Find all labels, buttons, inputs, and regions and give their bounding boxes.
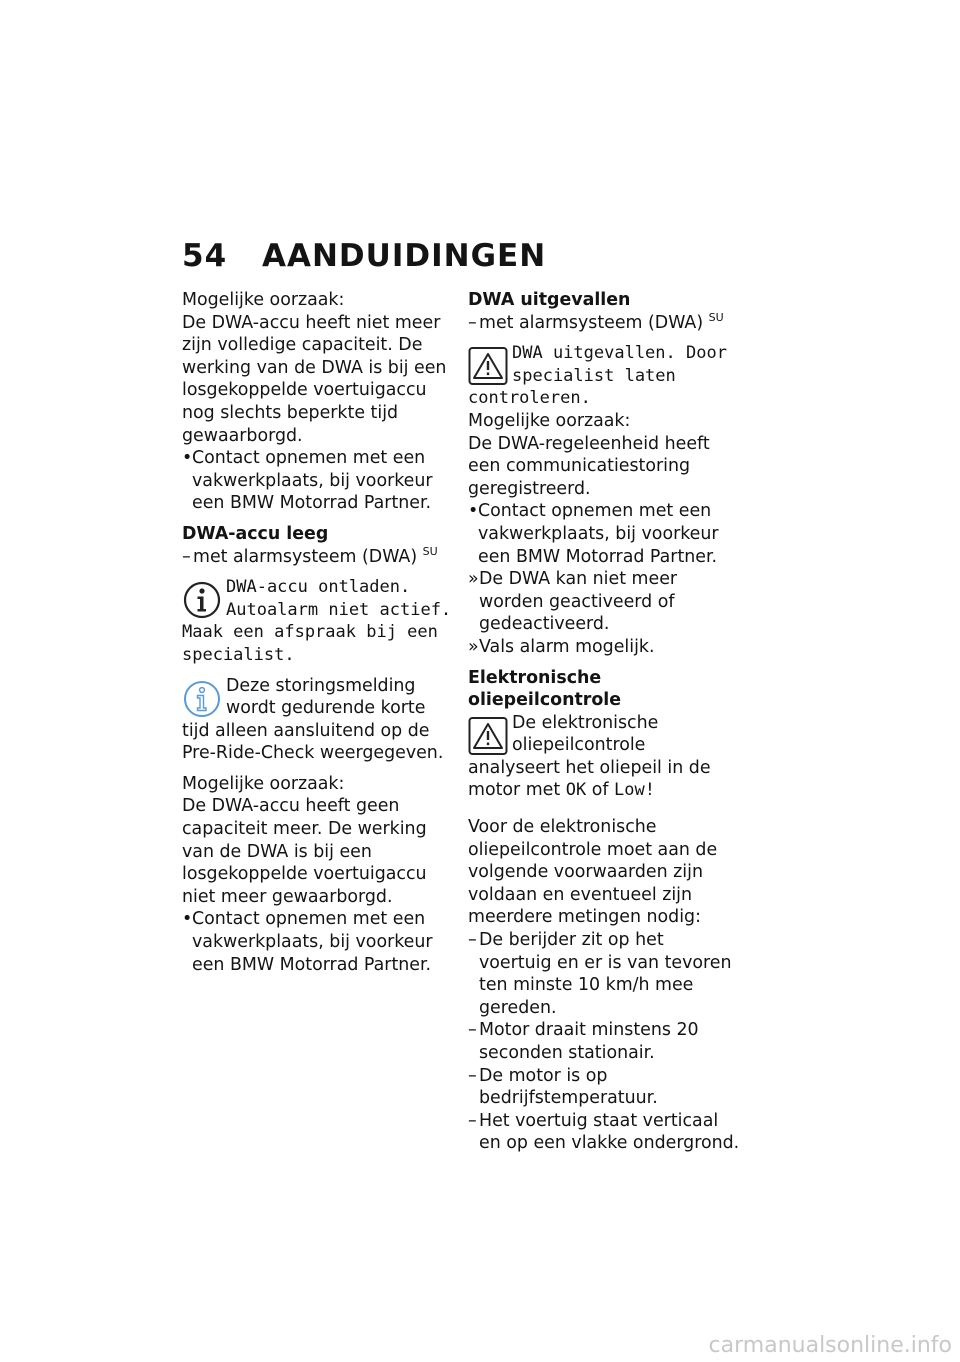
- condition-item: – De berijder zit op het voertuig en er is van tevoren ten minste 10 km/h mee gereden.: [468, 930, 732, 1018]
- dash-marker: –: [468, 1020, 477, 1041]
- heading-dwa-uitgevallen: DWA uitgevallen: [468, 290, 631, 310]
- bullet-item: • Contact opnemen met een vakwerkplaats, bij voorkeur een BMW Motorrad Partner.: [182, 909, 433, 975]
- heading-dwa-accu-leeg: DWA-accu leeg: [182, 523, 329, 544]
- conditions-intro: Voor de elektronische oliepeilcontrole moet aan de volgende voorwaarden zijn voldaan en eventueel zijn meerdere metingen nodig:: [468, 817, 718, 928]
- dash-marker: –: [468, 1065, 477, 1086]
- right-column: [468, 289, 740, 1155]
- bullet-item: • Contact opnemen met een vakwerkplaats, bij voorkeur een BMW Motorrad Partner.: [468, 501, 719, 567]
- dash-marker: –: [182, 546, 191, 567]
- cause-label: Mogelijke oorzaak:: [468, 410, 631, 431]
- display-text: DWA uitgevallen. Door specialist laten controleren.: [468, 343, 727, 409]
- heading-oliepeilcontrole: Elektronische oliepeilcontrole: [468, 667, 622, 711]
- display-text: DWA-accu ontladen. Autoalarm niet actief. Maak een afspraak bij een specialist.: [182, 577, 452, 665]
- condition-item: – met alarmsysteem (DWA) $^{SU}$: [182, 544, 438, 567]
- page-number: 54: [182, 238, 228, 274]
- display-message-block: [182, 576, 454, 666]
- cause-text: De DWA-accu heeft geen capaciteit meer. De werking van de DWA is bij een losgekoppelde voertuigaccu niet meer gewaarborgd.: [182, 796, 427, 907]
- note-text: Deze storingsmelding wordt gedurende korte tijd alleen aansluitend op de Pre-Ride-Check weergegeven.: [182, 675, 444, 764]
- superscript: SU: [708, 310, 724, 324]
- condition-item: – De motor is op bedrijfstemperatuur.: [468, 1065, 658, 1109]
- oil-text-block: [468, 712, 740, 802]
- oil-of: of: [591, 780, 609, 801]
- oil-text: De elektronische oliepeilcontrole analyseert het oliepeil in de motor met: [468, 712, 711, 801]
- superscript: SU: [422, 544, 438, 558]
- page-header: [182, 238, 546, 274]
- left-column: [182, 289, 454, 976]
- bullet-marker: •: [182, 909, 193, 930]
- section-title: AANDUIDINGEN: [262, 238, 547, 274]
- watermark: carmanualsonline.info: [708, 1333, 952, 1358]
- warning-icon: [468, 345, 508, 387]
- bullet-marker: •: [182, 448, 193, 469]
- oil-low: Low!: [614, 780, 655, 801]
- info-outline-icon: [182, 678, 222, 720]
- cause-text: De DWA-regeleenheid heeft een communicatiestoring geregistreerd.: [468, 433, 710, 499]
- bullet-marker: •: [468, 501, 479, 522]
- display-message-block: [468, 342, 740, 410]
- warning-icon: [468, 715, 508, 757]
- cause-label: Mogelijke oorzaak:: [182, 290, 345, 310]
- condition-item: – Het voertuig staat verticaal en op een vlakke ondergrond.: [468, 1110, 740, 1154]
- condition-item: – met alarmsysteem (DWA) $^{SU}$: [468, 310, 724, 333]
- condition-item: – Motor draait minstens 20 seconden stationair.: [468, 1020, 699, 1063]
- result-item: » Vals alarm mogelijk.: [468, 636, 655, 657]
- oil-ok: OK: [565, 780, 587, 801]
- cause-text: De DWA-accu heeft niet meer zijn volledige capaciteit. De werking van de DWA is bij een losgekoppelde voertuigaccu nog slechts beperkte tijd gewaarborgd.: [182, 312, 447, 446]
- info-icon: [182, 579, 222, 621]
- chevron-marker: »: [468, 636, 479, 657]
- chevron-marker: »: [468, 569, 479, 590]
- dash-marker: –: [468, 312, 477, 333]
- note-block: [182, 675, 454, 765]
- bullet-item: • Contact opnemen met een vakwerkplaats, bij voorkeur een BMW Motorrad Partner.: [182, 448, 433, 514]
- result-item: » De DWA kan niet meer worden geactiveerd of gedeactiveerd.: [468, 569, 678, 635]
- dash-marker: –: [468, 1110, 477, 1131]
- cause-label: Mogelijke oorzaak:: [182, 773, 345, 794]
- dash-marker: –: [468, 930, 477, 951]
